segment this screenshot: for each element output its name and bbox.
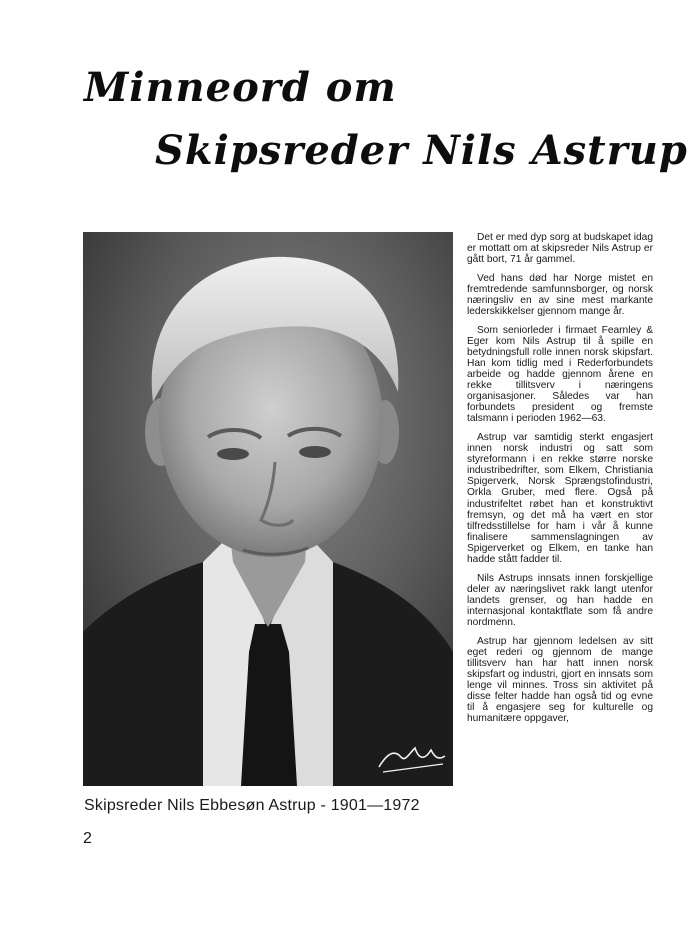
portrait-photo [83, 232, 453, 786]
article-paragraph: Astrup var samtidig sterkt engasjert innen norsk industri og satt som styreformann i en rekke større norske industribedrifter, som Elkem, Christiania Spigerverk, Norsk Sprængstofindustri, Orkla Gruber, med flere. Også på industrifeltet røbet han et konstruktivt fremsyn, og det må ha vært en stor tilfredsstillelse for ham i vår å kunne finalisere sammenslagningen av Spigerverket og Elkem, en tanke han hadde stått fadder til. [467, 432, 653, 566]
photo-caption: Skipsreder Nils Ebbesøn Astrup - 1901—1972 [84, 797, 420, 814]
article-column [467, 232, 653, 732]
page-number: 2 [83, 830, 92, 847]
article-paragraph: Astrup har gjennom ledelsen av sitt eget rederi og gjennom de mange tillitsverv han har hatt innen norsk skipsfart og industri, gjort en innsats som lenge vil minnes. Tross sin aktivitet på disse felter hadde han også tid og evne til å engasjere seg for kulturelle og humanitære oppgaver, [467, 635, 653, 725]
title-line-2: Skipsreder Nils Astrup [155, 127, 688, 174]
article-paragraph: Det er med dyp sorg at budskapet idag er mottatt om at skipsreder Nils Astrup er gått bort, 71 år gammel. [467, 232, 653, 266]
article-paragraph: Ved hans død har Norge mistet en fremtredende samfunnsborger, og norsk næringsliv en av sine mest markante lederskikkelser gjennom mange år. [467, 272, 653, 318]
article-paragraph: Nils Astrups innsats innen forskjellige deler av næringslivet rakk langt utenfor landets grenser, og han hadde en internasjonal kontaktflate som få andre nordmenn. [467, 572, 653, 628]
title-line-1: Minneord om [84, 64, 397, 111]
article-paragraph: Som seniorleder i firmaet Fearnley & Eger kom Nils Astrup til å spille en betydningsfull rolle innen norsk skipsfart. Han kom tidlig med i Rederforbundets arbeide og hadde gjennom årene en rekke tillitsverv i næringens organisasjoner. Således var han forbundets president og fremste talsmann i perioden 1962—63. [467, 324, 653, 425]
